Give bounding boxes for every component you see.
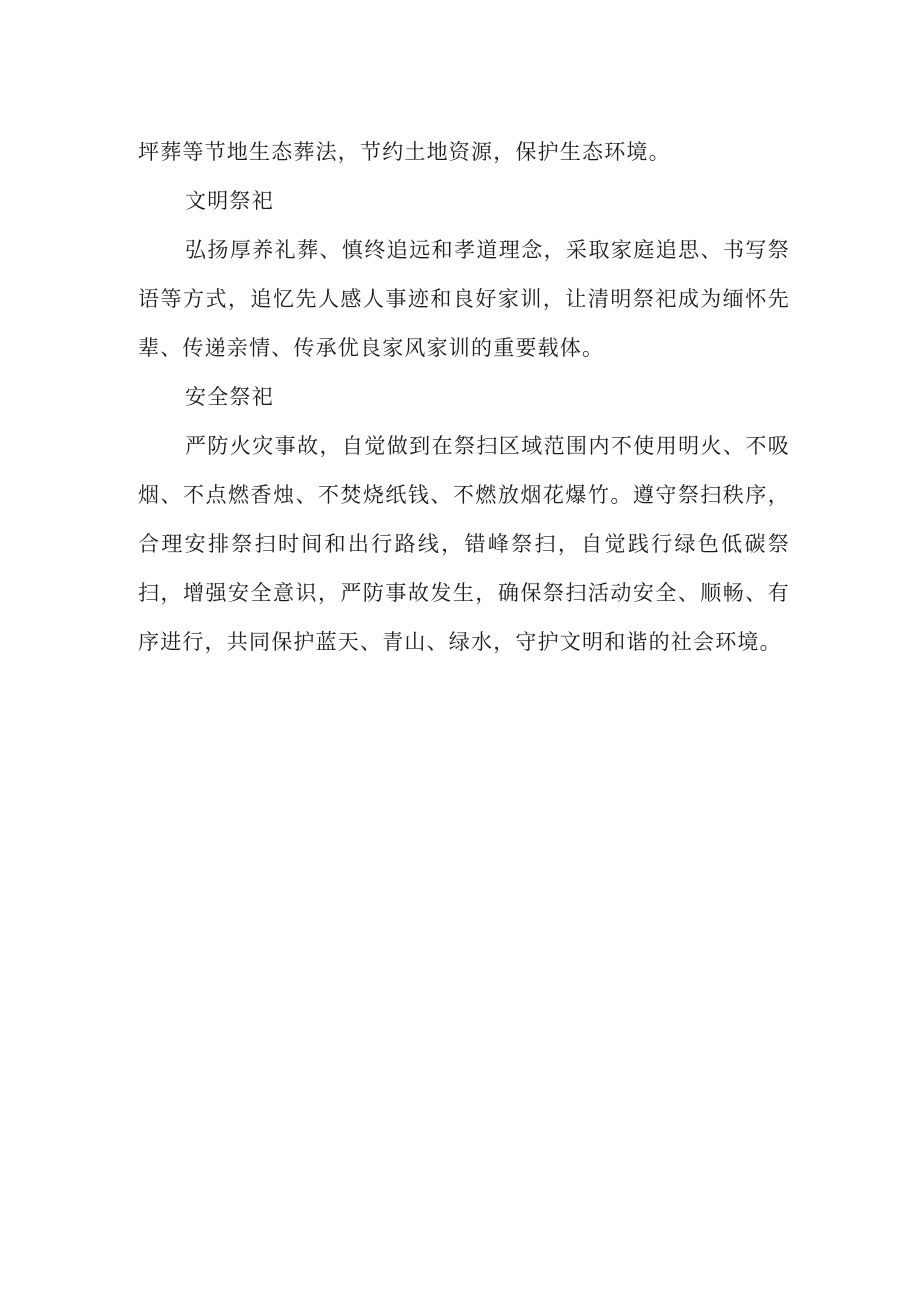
paragraph-civilized-worship: 弘扬厚养礼葬、慎终追远和孝道理念，采取家庭追思、书写祭语等方式，追忆先人感人事迹和良好家训，让清明祭祀成为缅怀先辈、传递亲情、传承优良家风家训的重要载体。 <box>138 238 790 360</box>
paragraph-continuation: 坪葬等节地生态葬法，节约土地资源，保护生态环境。 <box>138 140 671 164</box>
document-body <box>138 128 790 667</box>
section-heading-safe-worship: 安全祭祀 <box>185 385 274 409</box>
paragraph-safe-worship: 严防火灾事故，自觉做到在祭扫区域范围内不使用明火、不吸烟、不点燃香烛、不焚烧纸钱、不燃放烟花爆竹。遵守祭扫秩序，合理安排祭扫时间和出行路线，错峰祭扫，自觉践行绿色低碳祭扫，增强安全意识，严防事故发生，确保祭扫活动安全、顺畅、有序进行，共同保护蓝天、青山、绿水，守护文明和谐的社会环境。 <box>138 434 790 654</box>
section-heading-civilized-worship: 文明祭祀 <box>185 189 274 213</box>
